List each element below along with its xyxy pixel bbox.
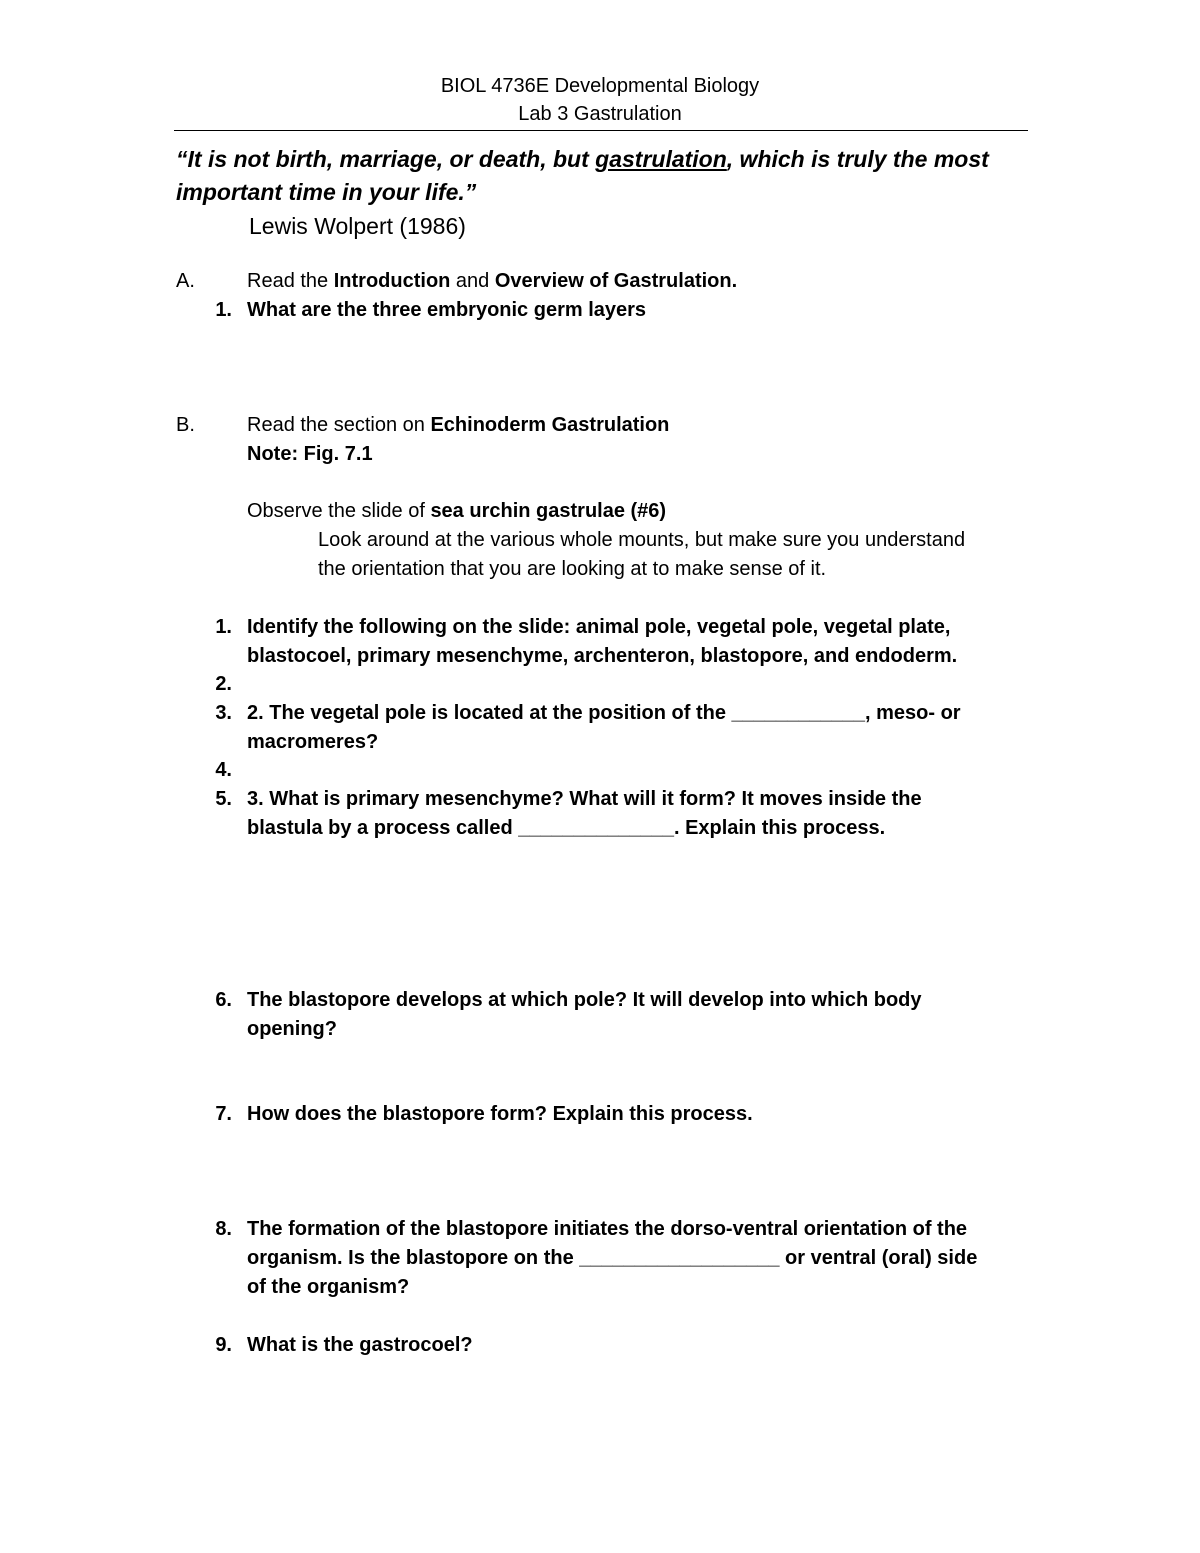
question-text: blastocoel, primary mesenchyme, archenteron, blastopore, and endoderm. [247, 645, 958, 667]
section-b-instruction [247, 411, 669, 439]
section-a-q1-text: What are the three embryonic germ layers [247, 299, 647, 321]
question-text: The formation of the blastopore initiates the dorso-ventral orientation of the [247, 1218, 968, 1240]
question-text: 2. The vegetal pole is located at the position of the ____________, meso- or [247, 702, 961, 724]
question-number: 5. [215, 788, 232, 810]
question-number: 9. [215, 1334, 232, 1356]
question-text: Identify the following on the slide: animal pole, vegetal pole, vegetal plate, [247, 616, 951, 638]
section-b-note: Note: Fig. 7.1 [247, 443, 373, 465]
section-a-read-prefix: Read the [247, 270, 334, 292]
quote-attribution: Lewis Wolpert (1986) [249, 213, 466, 239]
section-b-look-line-2: the orientation that you are looking at to make sense of it. [318, 558, 827, 580]
question-number: 8. [215, 1218, 232, 1240]
question-text: of the organism? [247, 1276, 410, 1298]
section-b-observe [247, 497, 666, 525]
question-text: How does the blastopore form? Explain this process. [247, 1103, 753, 1125]
question-number: 6. [215, 989, 232, 1011]
section-b-slide-name: sea urchin gastrulae (#6) [430, 500, 667, 522]
question-number: 4. [215, 759, 232, 781]
course-title: BIOL 4736E Developmental Biology [440, 75, 760, 97]
section-a-instruction [247, 267, 737, 295]
question-text: macromeres? [247, 731, 379, 753]
lab-title: Lab 3 Gastrulation [518, 103, 682, 125]
question-number: 2. [215, 673, 232, 695]
quote-line-1 [176, 143, 989, 175]
section-a-introduction: Introduction [333, 270, 451, 292]
section-b-echinoderm: Echinoderm Gastrulation [430, 414, 670, 436]
section-a-letter: A. [176, 270, 195, 292]
section-b-observe-prefix: Observe the slide of [247, 500, 431, 522]
question-text: opening? [247, 1018, 337, 1040]
section-a-overview: Overview of Gastrulation. [494, 270, 738, 292]
section-a-q1-number: 1. [215, 299, 232, 321]
question-number: 1. [215, 616, 232, 638]
quote-rest: , which is truly the most [726, 146, 989, 172]
quote-key-word: gastrulation [595, 146, 727, 172]
question-text: organism. Is the blastopore on the __________________ or ventral (oral) side [247, 1247, 978, 1269]
section-b-letter: B. [176, 414, 195, 436]
question-text: 3. What is primary mesenchyme? What will it form? It moves inside the [247, 788, 922, 810]
section-a-and: and [450, 270, 495, 292]
question-number: 7. [215, 1103, 232, 1125]
header-rule [174, 130, 1028, 131]
question-text: blastula by a process called ______________. Explain this process. [247, 817, 886, 839]
section-b-look-line-1: Look around at the various whole mounts, but make sure you understand [318, 529, 966, 551]
question-text: The blastopore develops at which pole? It will develop into which body [247, 989, 922, 1011]
quote-line-2: important time in your life.” [176, 179, 477, 205]
quote-open: “It is not birth, marriage, or death, but [176, 146, 596, 172]
section-b-read-prefix: Read the section on [247, 414, 431, 436]
question-text: What is the gastrocoel? [247, 1334, 473, 1356]
question-number: 3. [215, 702, 232, 724]
